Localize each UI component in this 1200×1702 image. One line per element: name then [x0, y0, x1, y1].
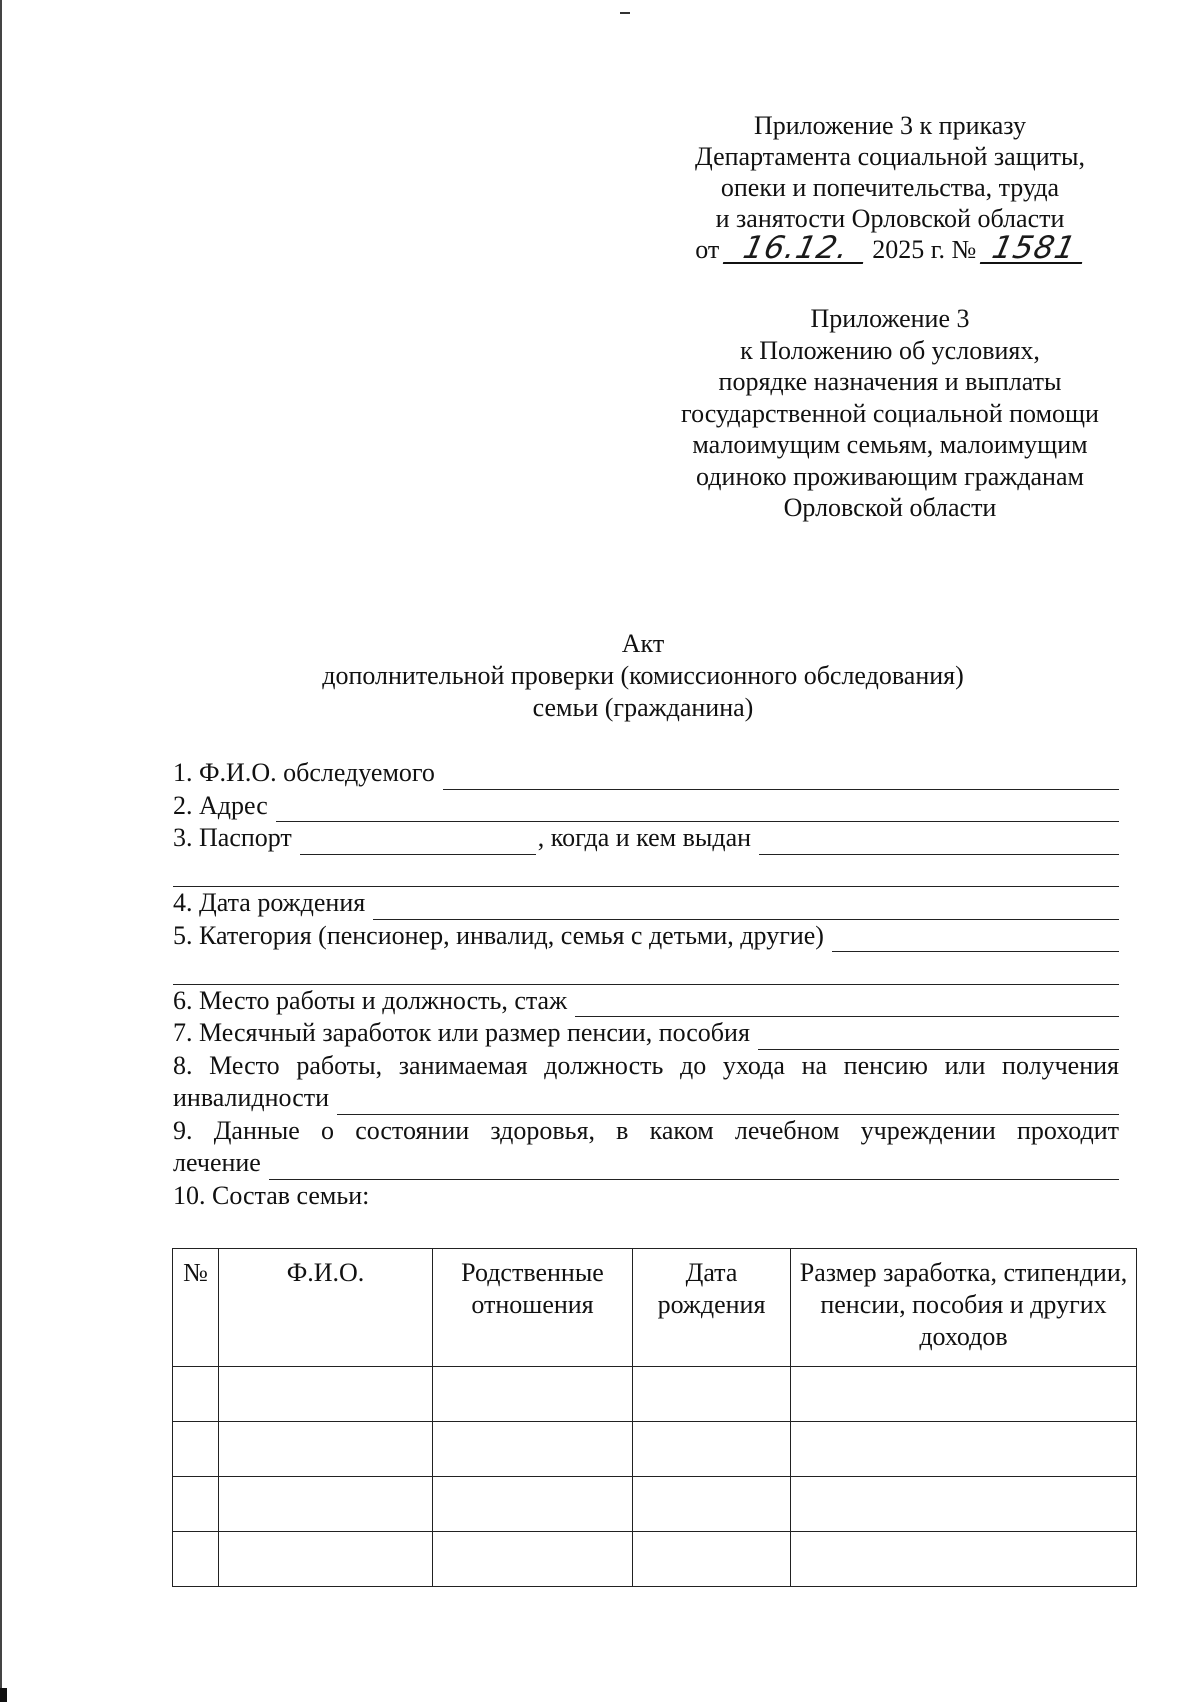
header-line: Департамента социальной защиты,	[695, 142, 1085, 171]
fullname-blank[interactable]	[443, 765, 1119, 790]
health-blank[interactable]	[269, 1155, 1119, 1180]
column-header-income: Размер заработка, стипендии, пенсии, пособия и других доходов	[791, 1249, 1137, 1367]
table-cell[interactable]	[219, 1422, 433, 1477]
field-label: 6. Место работы и должность, стаж	[173, 985, 568, 1015]
title-line-family: семьи (гражданина)	[532, 693, 754, 722]
table-cell[interactable]	[219, 1367, 433, 1422]
workplace-blank[interactable]	[575, 992, 1119, 1017]
column-header-birthdate: Дата рождения	[633, 1249, 791, 1367]
order-header	[640, 110, 1140, 265]
field-label: 3. Паспорт	[173, 823, 292, 852]
field-birthdate	[173, 887, 1119, 920]
table-row	[173, 1367, 1137, 1422]
table-cell[interactable]	[219, 1532, 433, 1587]
field-family-composition	[173, 1180, 1119, 1213]
field-income	[173, 1017, 1119, 1050]
birthdate-blank[interactable]	[373, 895, 1119, 920]
header-line: опеки и попечительства, труда	[720, 173, 1060, 202]
field-label: 1. Ф.И.О. обследуемого	[173, 758, 435, 787]
field-category-continued	[173, 952, 1119, 985]
table-cell[interactable]	[433, 1532, 633, 1587]
column-header-number: №	[173, 1249, 219, 1367]
field-label: 7. Месячный заработок или размер пенсии, пособия	[173, 1018, 750, 1047]
header-line: и занятости Орловской области	[715, 204, 1065, 233]
field-label: лечение	[173, 1148, 261, 1177]
appendix-line: одиноко проживающим гражданам	[696, 461, 1084, 491]
column-header-fullname: Ф.И.О.	[219, 1249, 433, 1367]
table-cell[interactable]	[433, 1477, 633, 1532]
field-previous-work-continued	[173, 1082, 1119, 1115]
category-continued-blank[interactable]	[173, 960, 1119, 985]
table-cell[interactable]	[791, 1422, 1137, 1477]
field-label: 5. Категория (пенсионер, инвалид, семья с детьми, другие)	[173, 920, 824, 950]
field-label: , когда и кем выдан	[537, 823, 752, 852]
field-category	[173, 920, 1119, 953]
field-health-continued	[173, 1147, 1119, 1180]
column-header-relationship: Родственные отношения	[433, 1249, 633, 1367]
table-cell[interactable]	[633, 1532, 791, 1587]
field-address	[173, 790, 1119, 823]
appendix-line: малоимущим семьям, малоимущим	[692, 430, 1088, 459]
family-composition-table	[172, 1248, 1137, 1587]
table-cell[interactable]	[633, 1477, 791, 1532]
handwritten-order-date: 16.12.	[723, 234, 869, 264]
field-label: инвалидности	[173, 1083, 330, 1112]
table-header-row	[173, 1249, 1137, 1367]
corner-mark	[0, 1688, 7, 1702]
previous-work-blank[interactable]	[337, 1090, 1119, 1115]
table-cell[interactable]	[219, 1477, 433, 1532]
field-label: 2. Адрес	[173, 790, 268, 820]
scan-edge-line	[0, 0, 2, 1702]
category-blank[interactable]	[832, 927, 1119, 952]
appendix-line: Приложение 3	[810, 304, 970, 333]
field-label: 4. Дата рождения	[173, 888, 366, 917]
field-health	[173, 1115, 1119, 1148]
order-date-line	[640, 230, 1140, 266]
address-blank[interactable]	[276, 797, 1119, 822]
field-label: 8. Место работы, занимаемая должность до ухода на пенсию или получения	[173, 1050, 1119, 1080]
table-cell[interactable]	[791, 1532, 1137, 1587]
field-workplace	[173, 985, 1119, 1018]
field-passport	[173, 822, 1119, 855]
title-line-subject: дополнительной проверки (комиссионного обследования)	[322, 661, 964, 690]
passport-issued-blank[interactable]	[759, 830, 1119, 855]
table-cell[interactable]	[433, 1367, 633, 1422]
income-blank[interactable]	[758, 1025, 1119, 1050]
table-cell[interactable]	[433, 1422, 633, 1477]
handwritten-order-number: 1581	[980, 234, 1088, 264]
scan-mark	[620, 12, 630, 14]
table-cell[interactable]	[173, 1477, 219, 1532]
field-passport-continued	[173, 855, 1119, 888]
table-cell[interactable]	[633, 1367, 791, 1422]
table-row	[173, 1477, 1137, 1532]
order-prefix: от	[695, 235, 720, 264]
title-line-act: Акт	[621, 629, 665, 658]
form-fields	[173, 757, 1119, 1212]
table-row	[173, 1532, 1137, 1587]
appendix-line: порядке назначения и выплаты	[718, 367, 1062, 396]
appendix-line: государственной социальной помощи	[681, 398, 1099, 428]
table-cell[interactable]	[173, 1422, 219, 1477]
passport-issued-continued-blank[interactable]	[173, 862, 1119, 887]
field-previous-work	[173, 1050, 1119, 1083]
regulation-appendix-header	[640, 303, 1140, 524]
table-cell[interactable]	[791, 1367, 1137, 1422]
table-cell[interactable]	[633, 1422, 791, 1477]
order-year: 2025 г. №	[872, 235, 977, 264]
appendix-line: Орловской области	[783, 493, 997, 522]
field-fullname	[173, 757, 1119, 790]
appendix-line: к Положению об условиях,	[740, 335, 1040, 365]
table-cell[interactable]	[791, 1477, 1137, 1532]
table-cell[interactable]	[173, 1532, 219, 1587]
table-row	[173, 1422, 1137, 1477]
document-title	[170, 628, 1116, 724]
field-label: 10. Состав семьи:	[173, 1180, 370, 1210]
table-cell[interactable]	[173, 1367, 219, 1422]
header-line: Приложение 3 к приказу	[753, 111, 1026, 140]
passport-blank[interactable]	[300, 830, 536, 855]
field-label: 9. Данные о состоянии здоровья, в каком лечебном учреждении проходит	[173, 1115, 1119, 1145]
